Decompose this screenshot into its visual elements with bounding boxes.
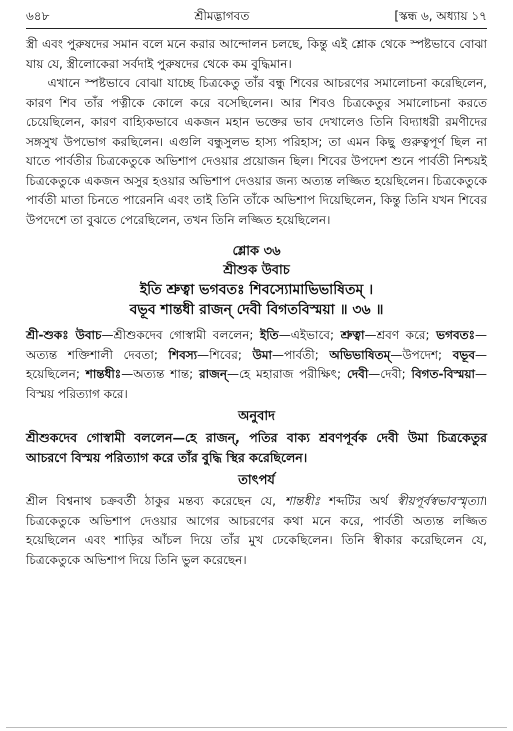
wfw-meaning: হয়েছিলেন [26, 367, 76, 381]
wfw-meaning: অত্যন্ত শক্তিশালী দেবতা [26, 347, 154, 362]
wfw-term: শ্রী-শুকঃ উবাচ [26, 328, 102, 342]
wfw-term: উমা [252, 347, 272, 362]
wfw-term: দেবী [346, 367, 369, 381]
wfw-term: অভিভাষিতম্ [329, 347, 391, 362]
wfw-term: রাজন্ [199, 367, 228, 381]
purport-part-2: শব্দটির অর্থ [320, 494, 397, 508]
wfw-meaning: হে মহারাজ পরীক্ষিৎ [239, 367, 338, 381]
wfw-meaning: বিস্ময় পরিত্যাগ করে। [26, 386, 128, 401]
page-bottom-rule [6, 727, 507, 728]
wfw-meaning: পার্বতী [283, 347, 315, 362]
translation-heading: অনুবাদ [238, 409, 275, 424]
verse-heading: শ্লোক ৩৬ [232, 244, 281, 259]
verse-line-2: বভূব শান্তধী রাজন্ দেবী বিগতবিস্ময়া ॥ ৩৬ ॥ [129, 302, 384, 318]
translation-body: —হে রাজন্, পতির বাক্য শ্রবণপূর্বক দেবী উমা চিত্রকেতুর আচরণে বিস্ময় পরিত্যাগ করে তাঁর বুদ্ধি স্থির করেছিলেন। [26, 430, 487, 465]
wfw-term: শান্তধীঃ [85, 367, 122, 381]
wfw-term: ইতি [260, 328, 279, 342]
wfw-meaning: শ্রবণ করে [376, 328, 426, 342]
word-for-word: শ্রী-শুকঃ উবাচ—শ্রীশুকদেব গোস্বামী বললেন; ইতি—এইভাবে; শ্রুত্বা—শ্রবণ করে; ভগবতঃ—অত্যন্ত শক্তিশালী দেবতা; শিবস্য—শিবের; উমা—পার্বতী; অভিভাষিতম্—উপদেশ; বভূব—হয়েছিলেন; শান্তধীঃ—অত্যন্ত শান্ত; রাজন্—হে মহারাজ পরীক্ষিৎ; দেবী—দেবী; বিগত-বিস্ময়া—বিস্ময় পরিত্যাগ করে। [26, 328, 488, 401]
wfw-meaning: এইভাবে [290, 328, 330, 342]
book-title: শ্রীমদ্ভাগবত [194, 9, 250, 23]
wfw-meaning: উপদেশ [402, 347, 439, 362]
wfw-term: শিবস্য [168, 347, 198, 362]
purport-text [26, 492, 487, 570]
purport-part-1: শ্রীল বিশ্বনাথ চক্রবর্তী ঠাকুর মন্তব্য করেছেন যে, [26, 494, 285, 508]
purport-italic-1: শান্তধীঃ [284, 494, 321, 508]
verse-speaker: শ্রীশুক উবাচ [223, 263, 290, 278]
purport-part-3: । চিত্রকেতুকে অভিশাপ দেওয়ার আগের আচরণের কথা মনে করে, পার্বতী অত্যন্ত লজ্জিত হয়েছিলেন এবং শাড়ির আঁচল দিয়ে তাঁর মুখ ঢেকেছিলেন। তিনি স্বীকার করেছিলেন যে, চিত্রকেতুকে অভিশাপ দিয়ে তিনি ভুল করেছেন। [26, 494, 487, 567]
purport-heading: তাৎপর্য [238, 473, 275, 488]
page-header [26, 8, 487, 26]
paragraph-2: এখানে স্পষ্টভাবে বোঝা যাচ্ছে চিত্রকেতু তাঁর বন্ধু শিবের আচরণের সমালোচনা করেছিলেন, কারণ শিব তাঁর পত্নীকে কোলে করে বসেছিলেন। আর শিবও চিত্রকেতুর সমালোচনা করতে চেয়েছিলেন, কারণ বাহ্যিকভাবে একজন মহান ভক্তের ভাব দেখালেও তিনি বিদ্যাধরী রমণীদের সঙ্গসুখ উপভোগ করছিলেন। এগুলি বন্ধুসুলভ হাস্য পরিহাস; তা এমন কিছু গুরুত্বপূর্ণ ছিল না যাতে পার্বতীর চিত্রকেতুকে অভিশাপ দেওয়ার প্রয়োজন ছিল। শিবের উপদেশ শুনে পার্বতী নিশ্চয়ই চিত্রকেতুকে একজন অসুর হওয়ার অভিশাপ দেওয়ার জন্য অত্যন্ত লজ্জিত হয়েছিলেন। চিত্রকেতুকে পার্বতী মাতা চিনতে পারেননি এবং তাই তিনি তাঁকে অভিশাপ দিয়েছিলেন, কিন্তু তিনি যখন শিবের উপদেশে তা বুঝতে পেরেছিলেন, তখন তিনি লজ্জিত হয়েছিলেন। [26, 76, 487, 227]
wfw-meaning: অত্যন্ত শান্ত [133, 367, 190, 381]
verse-line-1: ইতি শ্রুত্বা ভগবতঃ শিবস্যোমাভিভাষিতম্ । [139, 282, 374, 298]
wfw-meaning: শিবের [209, 347, 238, 362]
paragraph-1: স্ত্রী এবং পুরুষদের সমান বলে মনে করার আন্দোলন চলছে, কিন্তু এই শ্লোক থেকে স্পষ্টভাবে বোঝা যায় যে, স্ত্রীলোকেরা সর্বদাই পুরুষদের থেকে কম বুদ্ধিমান। [26, 37, 487, 71]
wfw-term: বভূব [452, 347, 476, 362]
translation-text [26, 428, 487, 468]
page-number: ৬৪৮ [26, 9, 50, 23]
purport-italic-2: স্বীয়পূর্বস্বভাবস্মৃত্যা [396, 494, 483, 508]
header-rule [26, 28, 487, 29]
translation-lead: শ্রীশুকদেব গোস্বামী বললেন [26, 430, 173, 445]
wfw-term: শ্রুত্বা [340, 328, 365, 342]
wfw-term: ভগবতঃ [436, 328, 476, 342]
wfw-term: বিগত-বিস্ময়া [411, 367, 476, 381]
wfw-meaning: দেবী [380, 367, 402, 381]
wfw-meaning: শ্রীশুকদেব গোস্বামী বললেন [113, 328, 250, 342]
chapter-reference: [স্কন্ধ ৬, অধ্যায় ১৭ [394, 9, 487, 23]
